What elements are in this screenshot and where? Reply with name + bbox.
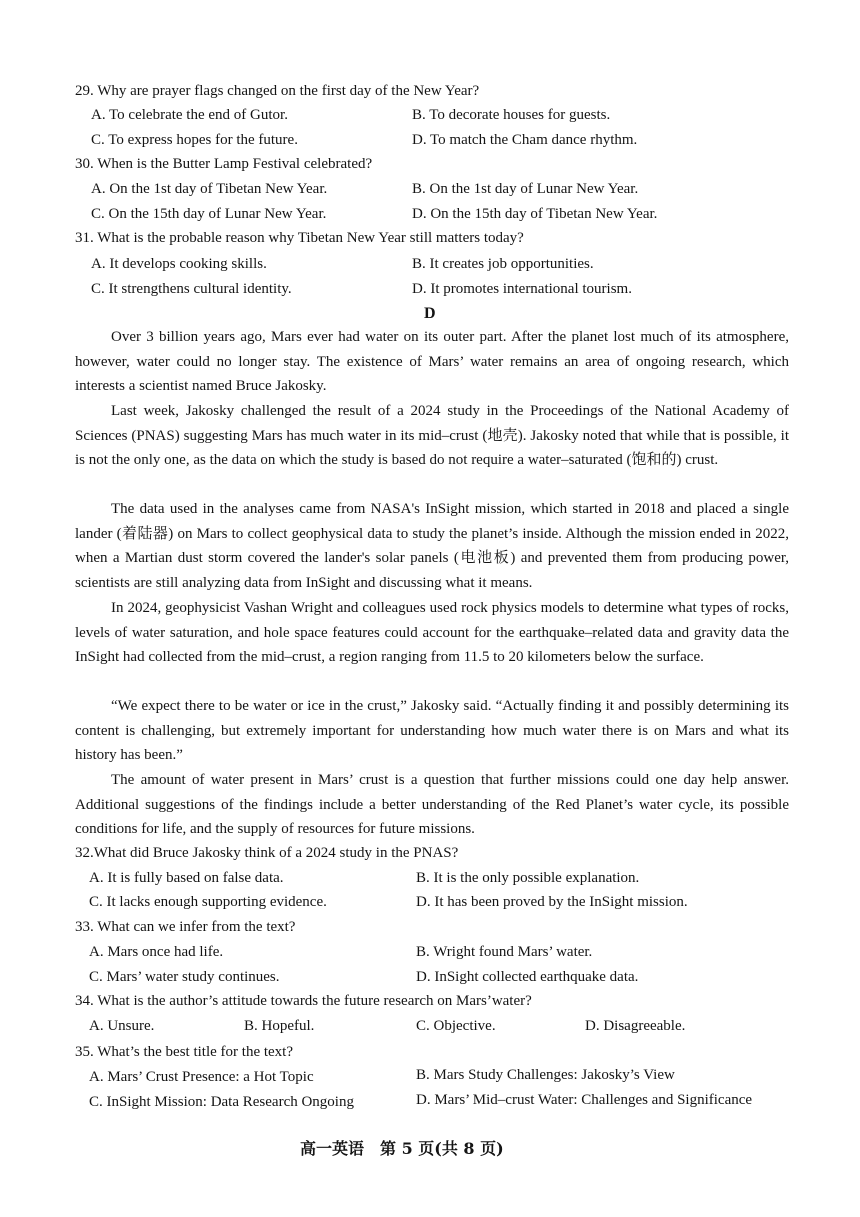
question-30-option-d: D. On the 15th day of Tibetan New Year. [412,206,658,222]
question-32-stem: 32.What did Bruce Jakosky think of a 2024 study in the PNAS? [75,845,459,861]
question-32-option-a: A. It is fully based on false data. [89,870,284,886]
question-34-option-a: A. Unsure. [89,1018,155,1034]
question-35-option-b: B. Mars Study Challenges: Jakosky’s View [416,1067,675,1083]
question-31-option-b: B. It creates job opportunities. [412,256,594,272]
question-34-option-b: B. Hopeful. [244,1018,315,1034]
question-35-option-a: A. Mars’ Crust Presence: a Hot Topic [89,1069,314,1085]
question-31-option-d: D. It promotes international tourism. [412,281,632,297]
question-29-option-a: A. To celebrate the end of Gutor. [91,107,288,123]
question-33-option-b: B. Wright found Mars’ water. [416,944,593,960]
paragraph-text: In 2024, geophysicist Vashan Wright and colleagues used rock physics models to determine what types of rocks, levels of water saturation, and hole space features could account for the earthquake–related data and gravity data the InSight had collected from the mid–crust, a region ranging from 11.5 to 20 kilometers below the surface. [75,600,789,665]
question-30-option-c: C. On the 15th day of Lunar New Year. [91,206,327,222]
question-33-option-a: A. Mars once had life. [89,944,224,960]
passage-paragraph [75,768,789,842]
section-label: D [424,305,436,322]
question-33-option-c: C. Mars’ water study continues. [89,969,280,985]
question-31-option-c: C. It strengthens cultural identity. [91,281,292,297]
question-35-stem: 35. What’s the best title for the text? [75,1044,293,1060]
question-29-option-b: B. To decorate houses for guests. [412,107,611,123]
question-34-option-c: C. Objective. [416,1018,496,1034]
question-32-option-c: C. It lacks enough supporting evidence. [89,894,327,910]
passage-paragraph [75,596,789,670]
paragraph-text: Over 3 billion years ago, Mars ever had water on its outer part. After the planet lost much of its atmosphere, however, water could no longer stay. The existence of Mars’ water remains an area of ongoing research, which interests a scientist named Bruce Jakosky. [75,329,789,394]
question-34-option-d: D. Disagreeable. [585,1018,686,1034]
question-30-option-b: B. On the 1st day of Lunar New Year. [412,181,639,197]
question-34-stem: 34. What is the author’s attitude towards the future research on Mars’water? [75,993,532,1009]
question-31-stem: 31. What is the probable reason why Tibetan New Year still matters today? [75,230,524,246]
question-30-option-a: A. On the 1st day of Tibetan New Year. [91,181,328,197]
passage-paragraph [75,399,789,473]
question-32-option-d: D. It has been proved by the InSight mission. [416,894,688,910]
passage-paragraph [75,694,789,768]
question-31-option-a: A. It develops cooking skills. [91,256,267,272]
paragraph-text: “We expect there to be water or ice in the crust,” Jakosky said. “Actually finding it and possibly determining its content is challenging, but extremely important for understanding how much water there is on Mars and what its history has been.” [75,698,789,763]
question-33-option-d: D. InSight collected earthquake data. [416,969,639,985]
question-33-stem: 33. What can we infer from the text? [75,919,296,935]
paragraph-text: The amount of water present in Mars’ crust is a question that further missions could one day help answer. Additional suggestions of the findings include a better understanding of the Red Planet’s water cycle, its possible conditions for life, and the supply of resources for future missions. [75,772,789,837]
page-footer: 高一英语 第 5 页(共 8 页) [300,1139,504,1158]
question-32-option-b: B. It is the only possible explanation. [416,870,640,886]
paragraph-text: The data used in the analyses came from NASA's InSight mission, which started in 2018 and placed a single lander (着陆器) on Mars to collect geophysical data to study the planet’s inside. Although the mission ended in 2022, when a Martian dust storm covered the lander's solar panels (电池板) and prevented them from producing power, scientists are still analyzing data from InSight and discussing what it means. [75,501,789,591]
question-35-option-c: C. InSight Mission: Data Research Ongoing [89,1094,354,1110]
question-29-stem: 29. Why are prayer flags changed on the first day of the New Year? [75,83,480,99]
passage-paragraph [75,325,789,399]
question-30-stem: 30. When is the Butter Lamp Festival celebrated? [75,156,373,172]
question-29-option-c: C. To express hopes for the future. [91,132,298,148]
paragraph-text: Last week, Jakosky challenged the result of a 2024 study in the Proceedings of the National Academy of Sciences (PNAS) suggesting Mars has much water in its mid–crust (地壳). Jakosky noted that while that is possible, it is not the only one, as the data on which the study is based do not require a water–saturated (饱和的) crust. [75,403,789,468]
passage-paragraph [75,497,789,595]
question-35-option-d: D. Mars’ Mid–crust Water: Challenges and Significance [416,1092,753,1108]
question-29-option-d: D. To match the Cham dance rhythm. [412,132,638,148]
